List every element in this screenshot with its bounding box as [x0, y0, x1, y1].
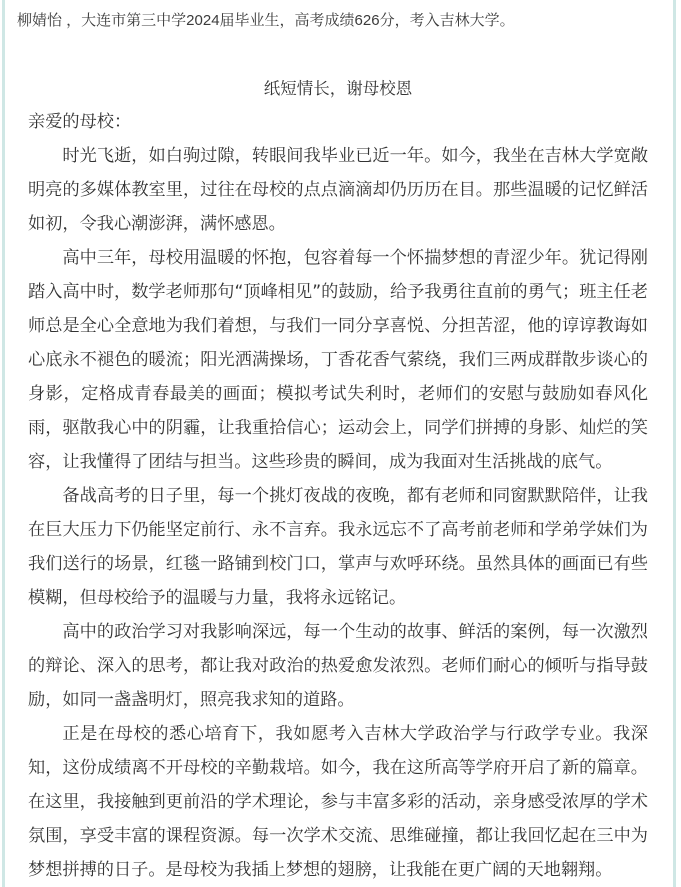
- letter-salutation: 亲爱的母校：: [28, 112, 132, 132]
- letter-paragraph: 正是在母校的悉心培育下，我如愿考入吉林大学政治学与行政学专业。我深知，这份成绩离不开母校的辛勤栽培。如今，我在这所高等学府开启了新的篇章。在这里，我接触到更前沿的学术理论，参与丰富多彩的活动，亲身感受浓厚的学术氛围，享受丰富的课程资源。每一次学术交流、思维碰撞，都让我回忆起在三中为梦想拼搏的日子。是母校为我插上梦想的翅膀，让我能在更广阔的天地翱翔。: [28, 724, 648, 880]
- letter-paragraph: 备战高考的日子里，每一个挑灯夜战的夜晚，都有老师和同窗默默陪伴，让我在巨大压力下仍能坚定前行、永不言弃。我永远忘不了高考前老师和学弟学妹们为我们送行的场景，红毯一路铺到校门口，掌声与欢呼环绕。虽然具体的画面已有些模糊，但母校给予的温暖与力量，我将永远铭记。: [28, 486, 648, 608]
- letter-paragraph: 高中三年，母校用温暖的怀抱，包容着每一个怀揣梦想的青涩少年。犹记得刚踏入高中时，数学老师那句“顶峰相见”的鼓励，给予我勇往直前的勇气；班主任老师总是全心全意地为我们着想，与我们一同分享喜悦、分担苦涩，他的谆谆教诲如心底永不褪色的暖流；阳光洒满操场，丁香花香气萦绕，我们三两成群散步谈心的身影，定格成青春最美的画面；模拟考试失利时，老师们的安慰与鼓励如春风化雨，驱散我心中的阴霾，让我重拾信心；运动会上，同学们拼搏的身影、灿烂的笑容，让我懂得了团结与担当。这些珍贵的瞬间，成为我面对生活挑战的底气。: [28, 248, 648, 472]
- letter-paragraph: 时光飞逝，如白驹过隙，转眼间我毕业已近一年。如今，我坐在吉林大学宽敞明亮的多媒体教室里，过往在母校的点点滴滴却仍历历在目。那些温暖的记忆鲜活如初，令我心潮澎湃，满怀感恩。: [28, 146, 648, 234]
- letter-article: [28, 73, 648, 887]
- letter-paragraph: 高中的政治学习对我影响深远，每一个生动的故事、鲜活的案例，每一次激烈的辩论、深入的思考，都让我对政治的热爱愈发浓烈。老师们耐心的倾听与指导鼓励，如同一盏盏明灯，照亮我求知的道路。: [28, 622, 648, 710]
- letter-title: 纸短情长，谢母校恩: [263, 79, 413, 98]
- student-intro: 柳婧怡 ，大连市第三中学2024届毕业生，高考成绩626分，考入吉林大学。: [17, 12, 515, 29]
